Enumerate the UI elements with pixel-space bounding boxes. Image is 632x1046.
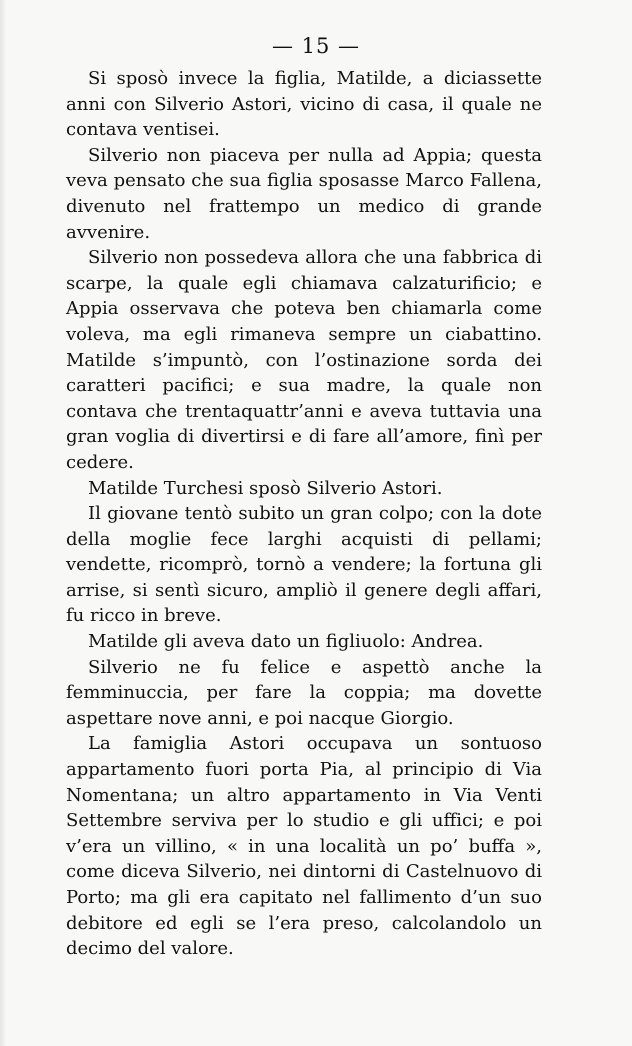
page-number: — 15 —: [271, 34, 361, 58]
paragraph: La famiglia Astori occupava un sontuoso appartamento fuori porta Pia, al principio di Via Nomentana; un altro appartamento in Via Venti Settembre serviva per lo studio e gli uffici; e poi v’era un villino, « in una località un po’ buffa », come diceva Silverio, nei dintorni di Castelnuovo di Porto; ma gli era capitato nel fallimento d’un suo debitore ed egli se l’era preso, calcolandolo un decimo del valore.: [66, 733, 542, 960]
paragraph: Matilde Turchesi sposò Silverio Astori.: [88, 477, 443, 499]
paragraph: Silverio non piaceva per nulla ad Appia; questa veva pensato che sua figlia sposasse Marco Fallena, divenuto nel frattempo un medico di grande avvenire.: [66, 144, 542, 243]
paragraph: Silverio ne fu felice e aspettò anche la femminuccia, per fare la coppia; ma dovette aspettare nove anni, e poi nacque Giorgio.: [66, 656, 542, 729]
body-text: [66, 66, 542, 962]
paragraph: Si sposò invece la figlia, Matilde, a diciassette anni con Silverio Astori, vicino di casa, il quale ne contava ventisei.: [66, 68, 542, 141]
paragraph: Il giovane tentò subito un gran colpo; con la dote della moglie fece larghi acquisti di pellami; vendette, ricomprò, tornò a vendere; la fortuna gli arrise, si sentì sicuro, ampliò il genere degli affari, fu ricco in breve.: [66, 503, 542, 627]
page-edge-shadow: [0, 0, 6, 1046]
paragraph: Matilde gli aveva dato un figliuolo: Andrea.: [88, 631, 484, 653]
paragraph: Silverio non possedeva allora che una fabbrica di scarpe, la quale egli chiamava calzaturificio; e Appia osservava che poteva ben chiamarla come voleva, ma egli rimaneva sempre un ciabattino. Matilde s’impuntò, con l’ostinazione sorda dei caratteri pacifici; e sua madre, la quale non contava che trentaquattr’anni e aveva tuttavia una gran voglia di divertirsi e di fare all’amore, finì per cedere.: [66, 247, 542, 473]
